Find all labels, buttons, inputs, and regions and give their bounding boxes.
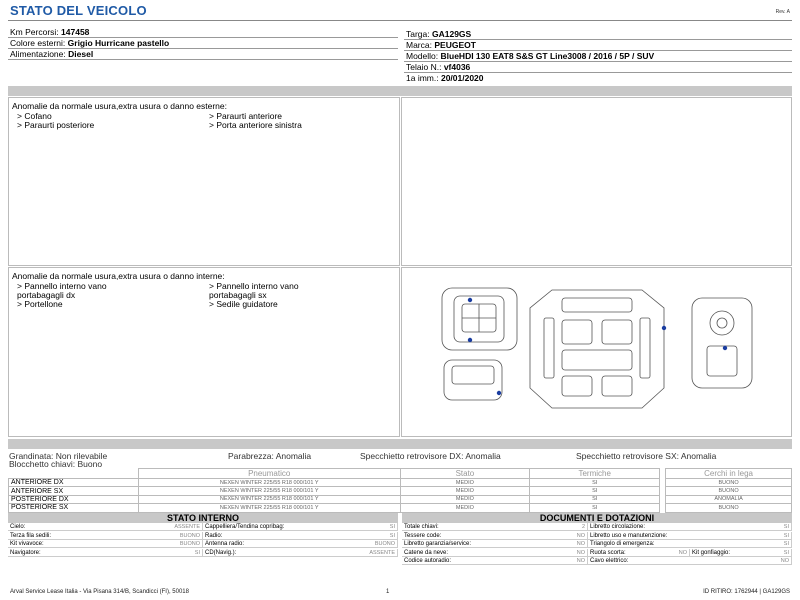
car-interior-diagram — [402, 268, 793, 438]
grid-cell: Kit vivavoce: BUONO — [8, 540, 203, 548]
page-title: STATO DEL VEICOLO — [10, 3, 147, 18]
damage-item: > Paraurti anteriore — [209, 111, 282, 121]
table-row — [9, 504, 792, 512]
header-stato: Stato — [400, 469, 530, 479]
grid-cell: Kit gonfiaggio: SI — [690, 549, 792, 557]
cabin-diagram — [530, 290, 664, 408]
grid-cell: Catene da neve: NO — [402, 549, 588, 557]
external-damage-col2 — [209, 112, 302, 130]
header-termiche: Termiche — [530, 469, 660, 479]
internal-damage-col2 — [209, 282, 299, 309]
tyre-model: NEXEN WINTER 225/55 R18 000/101 Y — [138, 479, 400, 487]
damage-item: > Porta anteriore sinistra — [209, 120, 302, 130]
tyre-model: NEXEN WINTER 225/55 R18 000/101 Y — [138, 495, 400, 503]
table-row — [9, 487, 792, 495]
divider — [8, 59, 398, 60]
damage-marker — [468, 338, 472, 342]
grid-cell: Cielo: ASSENTE — [8, 523, 203, 531]
grid-cell: Triangolo di emergenza: SI — [588, 540, 792, 548]
header-cerchi: Cerchi in lega — [666, 469, 792, 479]
damage-item: > Cofano — [17, 111, 52, 121]
damage-item: > Pannello interno vano — [17, 281, 107, 291]
table-row — [9, 479, 792, 487]
documenti-grid — [402, 523, 792, 566]
section-band — [8, 86, 792, 96]
external-damage-col1 — [17, 112, 94, 130]
external-damage-panel — [8, 97, 400, 266]
tyre-position: POSTERIORE DX — [9, 495, 139, 503]
grid-cell: Libretto garanzia/service: NO — [402, 540, 588, 548]
info-modello: Modello: BlueHDI 130 EAT8 S&S GT Line3008 / 2016 / 5P / SUV — [406, 51, 655, 61]
grid-cell: Cavo elettrico: NO — [588, 557, 792, 565]
damage-marker — [723, 346, 727, 350]
header-pneumatico: Pneumatico — [138, 469, 400, 479]
grid-cell: Libretto circolazione: SI — [588, 523, 792, 531]
specchietto-dx-status: Specchietto retrovisore DX: Anomalia — [360, 451, 501, 461]
tyre-position: POSTERIORE SX — [9, 504, 139, 512]
documenti-title: DOCUMENTI E DOTAZIONI — [402, 513, 792, 523]
grid-cell: Navigatore: SI — [8, 549, 203, 557]
grid-cell: Cappelliera/Tendina copribag: SI — [203, 523, 398, 531]
grid-cell: Terza fila sedili: BUONO — [8, 532, 203, 540]
tyre-cerchi: BUONO — [666, 504, 792, 512]
damage-item: portabagagli sx — [209, 290, 267, 300]
tyre-stato: MEDIO — [400, 495, 530, 503]
footer-company: Arval Service Lease Italia - Via Pisana 314/B, Scandicci (FI), 50018 — [10, 589, 189, 595]
blocchetto-status: Blocchetto chiavi: Buono — [9, 459, 103, 469]
info-targa: Targa: GA129GS — [406, 29, 472, 39]
tyre-cerchi: BUONO — [666, 479, 792, 487]
info-marca: Marca: PEUGEOT — [406, 40, 476, 50]
damage-item: portabagagli dx — [17, 290, 76, 300]
dashboard-diagram — [692, 298, 752, 388]
external-damage-title: Anomalie da normale usura,extra usura o danno esterne: — [12, 101, 227, 111]
grandinata-status: Grandinata: Non rilevabile — [9, 451, 108, 461]
grid-cell: Radio: SI — [203, 532, 398, 540]
info-km: Km Percorsi: 147458 — [10, 27, 90, 37]
tyres-header-row — [9, 469, 792, 479]
tyre-cerchi: BUONO — [666, 487, 792, 495]
tyre-termiche: SI — [530, 495, 660, 503]
internal-damage-col1 — [17, 282, 107, 309]
tyre-stato: MEDIO — [400, 479, 530, 487]
tyre-termiche: SI — [530, 487, 660, 495]
section-band — [8, 439, 792, 449]
info-colore: Colore esterni: Grigio Hurricane pastello — [10, 38, 170, 48]
damage-item: > Pannello interno vano — [209, 281, 299, 291]
stato-interno-grid — [8, 523, 398, 557]
grid-cell: Tessere code: NO — [402, 532, 588, 540]
tailgate-diagram — [444, 360, 502, 400]
info-immatricolazione: 1a imm.: 20/01/2020 — [406, 73, 484, 83]
damage-item: > Sedile guidatore — [209, 299, 278, 309]
parabrezza-status: Parabrezza: Anomalia — [228, 451, 312, 461]
damage-marker — [468, 298, 472, 302]
boot-diagram — [442, 288, 517, 350]
footer-id: ID RITIRO: 1762944 | GA129GS — [703, 589, 790, 595]
grid-cell: Antenna radio: BUONO — [203, 540, 398, 548]
tyre-termiche: SI — [530, 504, 660, 512]
damage-marker — [497, 391, 501, 395]
damage-marker — [662, 326, 666, 330]
tyres-table — [8, 468, 792, 513]
grid-cell: Totale chiavi: 2 — [402, 523, 588, 531]
specchietto-sx-status: Specchietto retrovisore SX: Anomalia — [576, 451, 717, 461]
tyre-position: ANTERIORE SX — [9, 487, 139, 495]
internal-diagram-panel — [401, 267, 792, 437]
title-divider — [8, 20, 792, 21]
grid-cell: Libretto uso e manutenzione: SI — [588, 532, 792, 540]
tyre-position: ANTERIORE DX — [9, 479, 139, 487]
internal-damage-title: Anomalie da normale usura,extra usura o danno interne: — [12, 271, 225, 281]
damage-item: > Paraurti posteriore — [17, 120, 95, 130]
tyre-cerchi: ANOMALIA — [666, 495, 792, 503]
grid-cell: Codice autoradio: NO — [402, 557, 588, 565]
grid-cell: CD(Navig.): ASSENTE — [203, 549, 398, 557]
damage-item: > Portellone — [17, 299, 63, 309]
tyre-model: NEXEN WINTER 225/55 R18 000/101 Y — [138, 504, 400, 512]
tyre-stato: MEDIO — [400, 487, 530, 495]
internal-damage-panel — [8, 267, 400, 437]
external-diagram-panel — [401, 97, 792, 266]
tyre-termiche: SI — [530, 479, 660, 487]
info-alimentazione: Alimentazione: Diesel — [10, 49, 94, 59]
revision-label: Rev. A — [775, 9, 790, 15]
grid-cell: Ruota scorta: NO — [588, 549, 690, 557]
table-row — [9, 495, 792, 503]
tyre-model: NEXEN WINTER 225/55 R18 000/101 Y — [138, 487, 400, 495]
tyre-stato: MEDIO — [400, 504, 530, 512]
stato-interno-title: STATO INTERNO — [8, 513, 398, 523]
footer-page-number: 1 — [386, 589, 390, 595]
info-telaio: Telaio N.: vf4036 — [406, 62, 471, 72]
